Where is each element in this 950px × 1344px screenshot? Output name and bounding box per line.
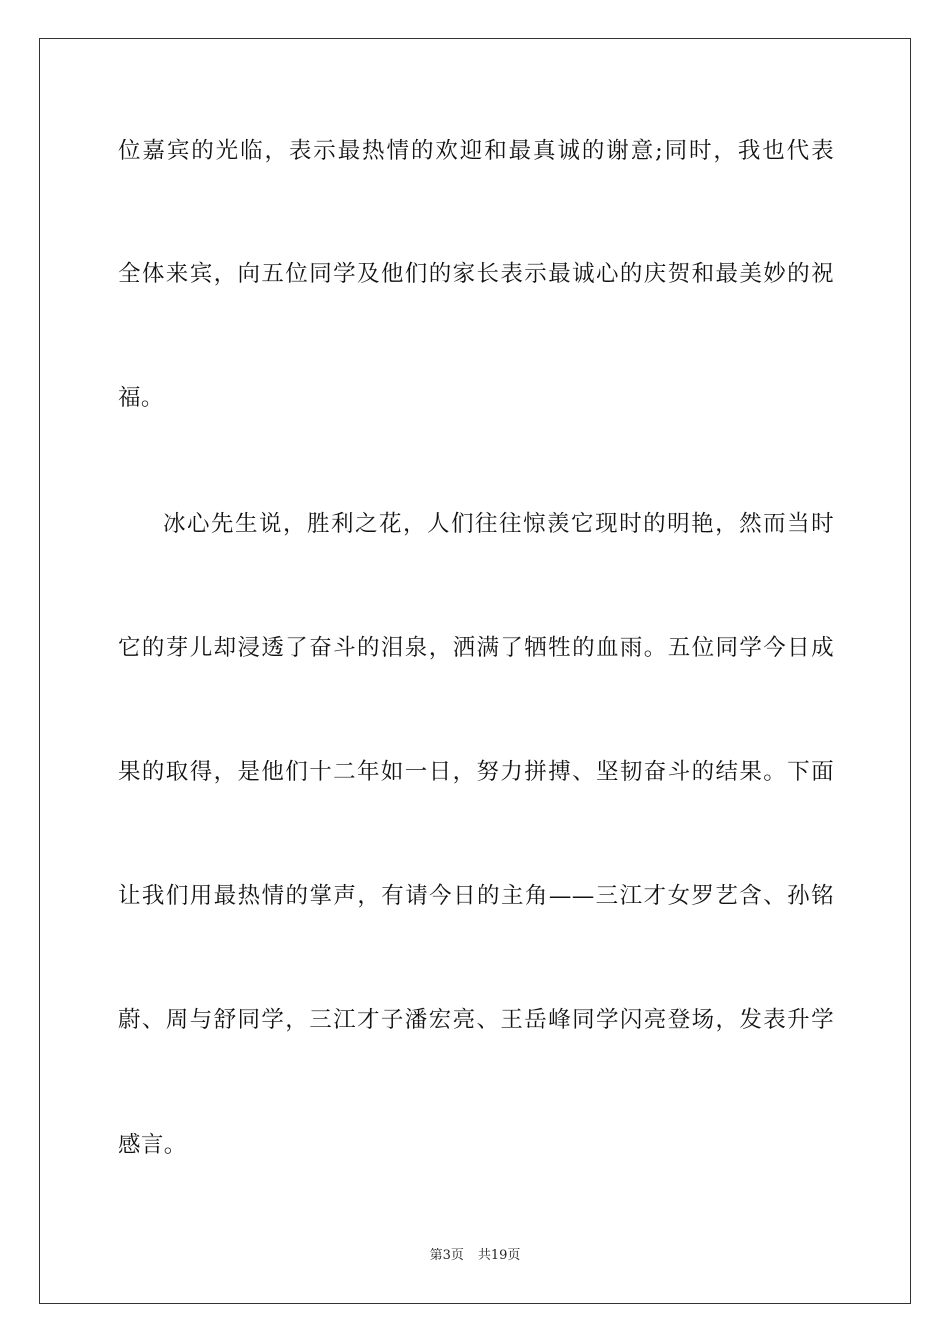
page-number: 第3页 xyxy=(429,1248,464,1263)
paragraph-line: 冰心先生说，胜利之花，人们往往惊羡它现时的明艳，然而当时 xyxy=(163,511,834,537)
paragraph-line: 福。 xyxy=(118,385,164,411)
page-footer xyxy=(0,1248,950,1264)
paragraph-line: 全体来宾，向五位同学及他们的家长表示最诚心的庆贺和最美妙的祝 xyxy=(118,261,834,287)
paragraph-line: 果的取得，是他们十二年如一日，努力拼搏、坚韧奋斗的结果。下面 xyxy=(118,759,834,785)
page-border xyxy=(39,38,911,1304)
page-total: 共19页 xyxy=(477,1248,521,1263)
paragraph-line: 感言。 xyxy=(118,1132,187,1158)
paragraph-line: 位嘉宾的光临，表示最热情的欢迎和最真诚的谢意;同时，我也代表 xyxy=(118,138,834,164)
paragraph-line: 让我们用最热情的掌声，有请今日的主角——三江才女罗艺含、孙铭 xyxy=(118,883,834,909)
paragraph-line: 蔚、周与舒同学，三江才子潘宏亮、王岳峰同学闪亮登场，发表升学 xyxy=(118,1007,834,1033)
paragraph-line: 它的芽儿却浸透了奋斗的泪泉，洒满了牺牲的血雨。五位同学今日成 xyxy=(118,635,834,661)
